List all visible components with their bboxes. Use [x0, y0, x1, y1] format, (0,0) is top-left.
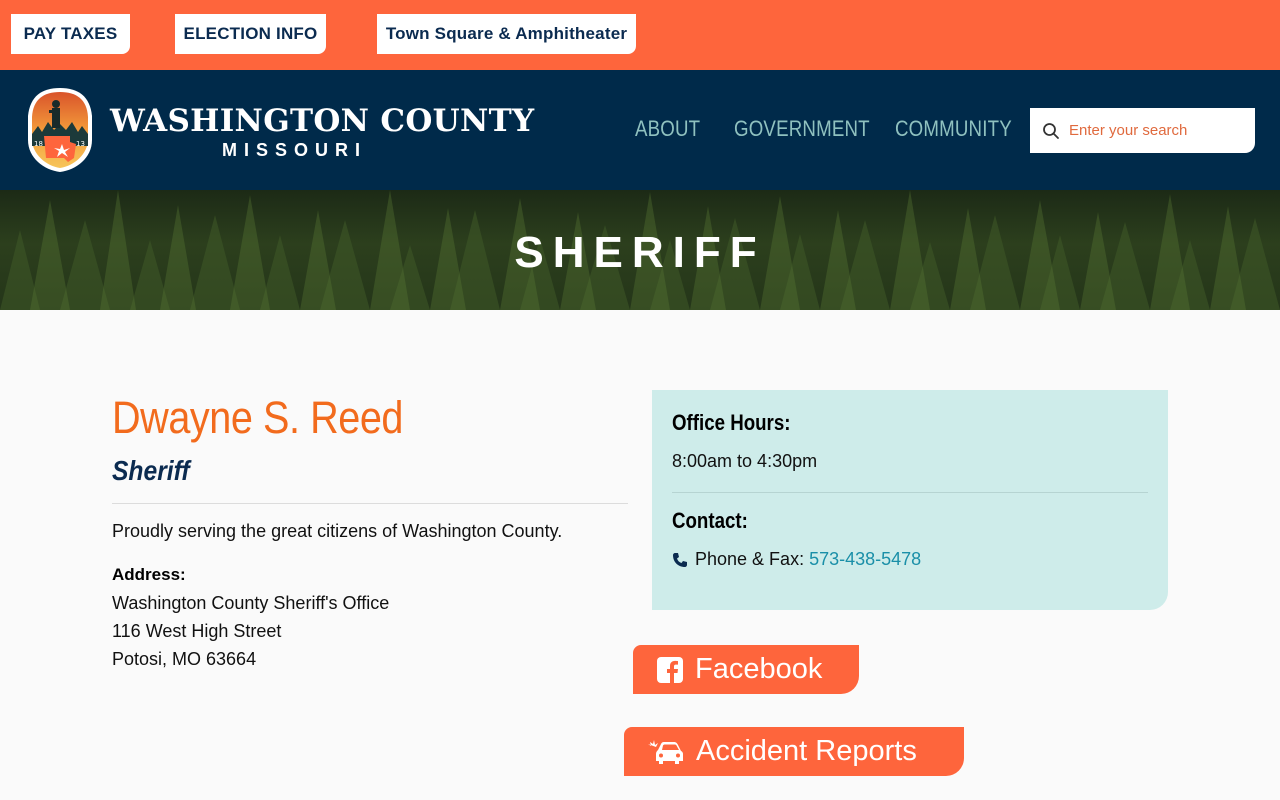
sheriff-name: Dwayne S. Reed	[112, 392, 404, 443]
info-divider	[672, 492, 1148, 493]
hero-banner	[0, 190, 1280, 310]
office-hours-value: 8:00am to 4:30pm	[672, 451, 818, 471]
phone-link[interactable]: 573-438-5478	[809, 549, 922, 569]
search-input[interactable]	[1069, 122, 1249, 139]
address-line: 116 West High Street	[112, 621, 282, 641]
address-line: Potosi, MO 63664	[112, 649, 257, 669]
nav-community[interactable]: COMMUNITY	[895, 116, 1012, 141]
profile-divider	[112, 503, 628, 504]
page-title: SHERIFF	[514, 228, 766, 277]
tagline: Proudly serving the great citizens of Washington County.	[112, 521, 563, 541]
phone-row	[672, 549, 921, 570]
logo-year-left: 18	[34, 140, 43, 148]
site-header	[0, 70, 1280, 190]
sheriff-title: Sheriff	[112, 455, 190, 486]
town-square-button[interactable]: Town Square & Amphitheater	[377, 14, 636, 54]
office-info-box	[652, 390, 1168, 610]
facebook-icon	[657, 657, 683, 683]
car-crash-icon	[646, 736, 684, 768]
address-line: Washington County Sheriff's Office	[112, 593, 390, 613]
phone-label: Phone & Fax:	[695, 549, 805, 569]
office-hours-heading: Office Hours:	[672, 410, 791, 435]
contact-heading: Contact:	[672, 508, 748, 533]
pay-taxes-button[interactable]: PAY TAXES	[11, 14, 130, 54]
logo-year-right: 13	[76, 140, 85, 148]
nav-government[interactable]: GOVERNMENT	[734, 116, 870, 141]
election-info-button[interactable]: ELECTION INFO	[175, 14, 326, 54]
facebook-button[interactable]	[633, 645, 859, 694]
county-logo[interactable]	[24, 86, 96, 174]
phone-icon	[672, 552, 688, 568]
address-label: Address:	[112, 565, 186, 584]
site-subtitle: MISSOURI	[222, 140, 368, 160]
accident-reports-label: Accident Reports	[696, 735, 917, 767]
search-icon[interactable]	[1042, 122, 1060, 140]
facebook-label: Facebook	[695, 653, 823, 685]
utility-bar	[0, 0, 1280, 70]
accident-reports-button[interactable]	[624, 727, 964, 776]
search-box	[1030, 108, 1255, 153]
site-name[interactable]: WASHINGTON COUNTY	[110, 103, 535, 139]
nav-about[interactable]: ABOUT	[635, 116, 701, 141]
